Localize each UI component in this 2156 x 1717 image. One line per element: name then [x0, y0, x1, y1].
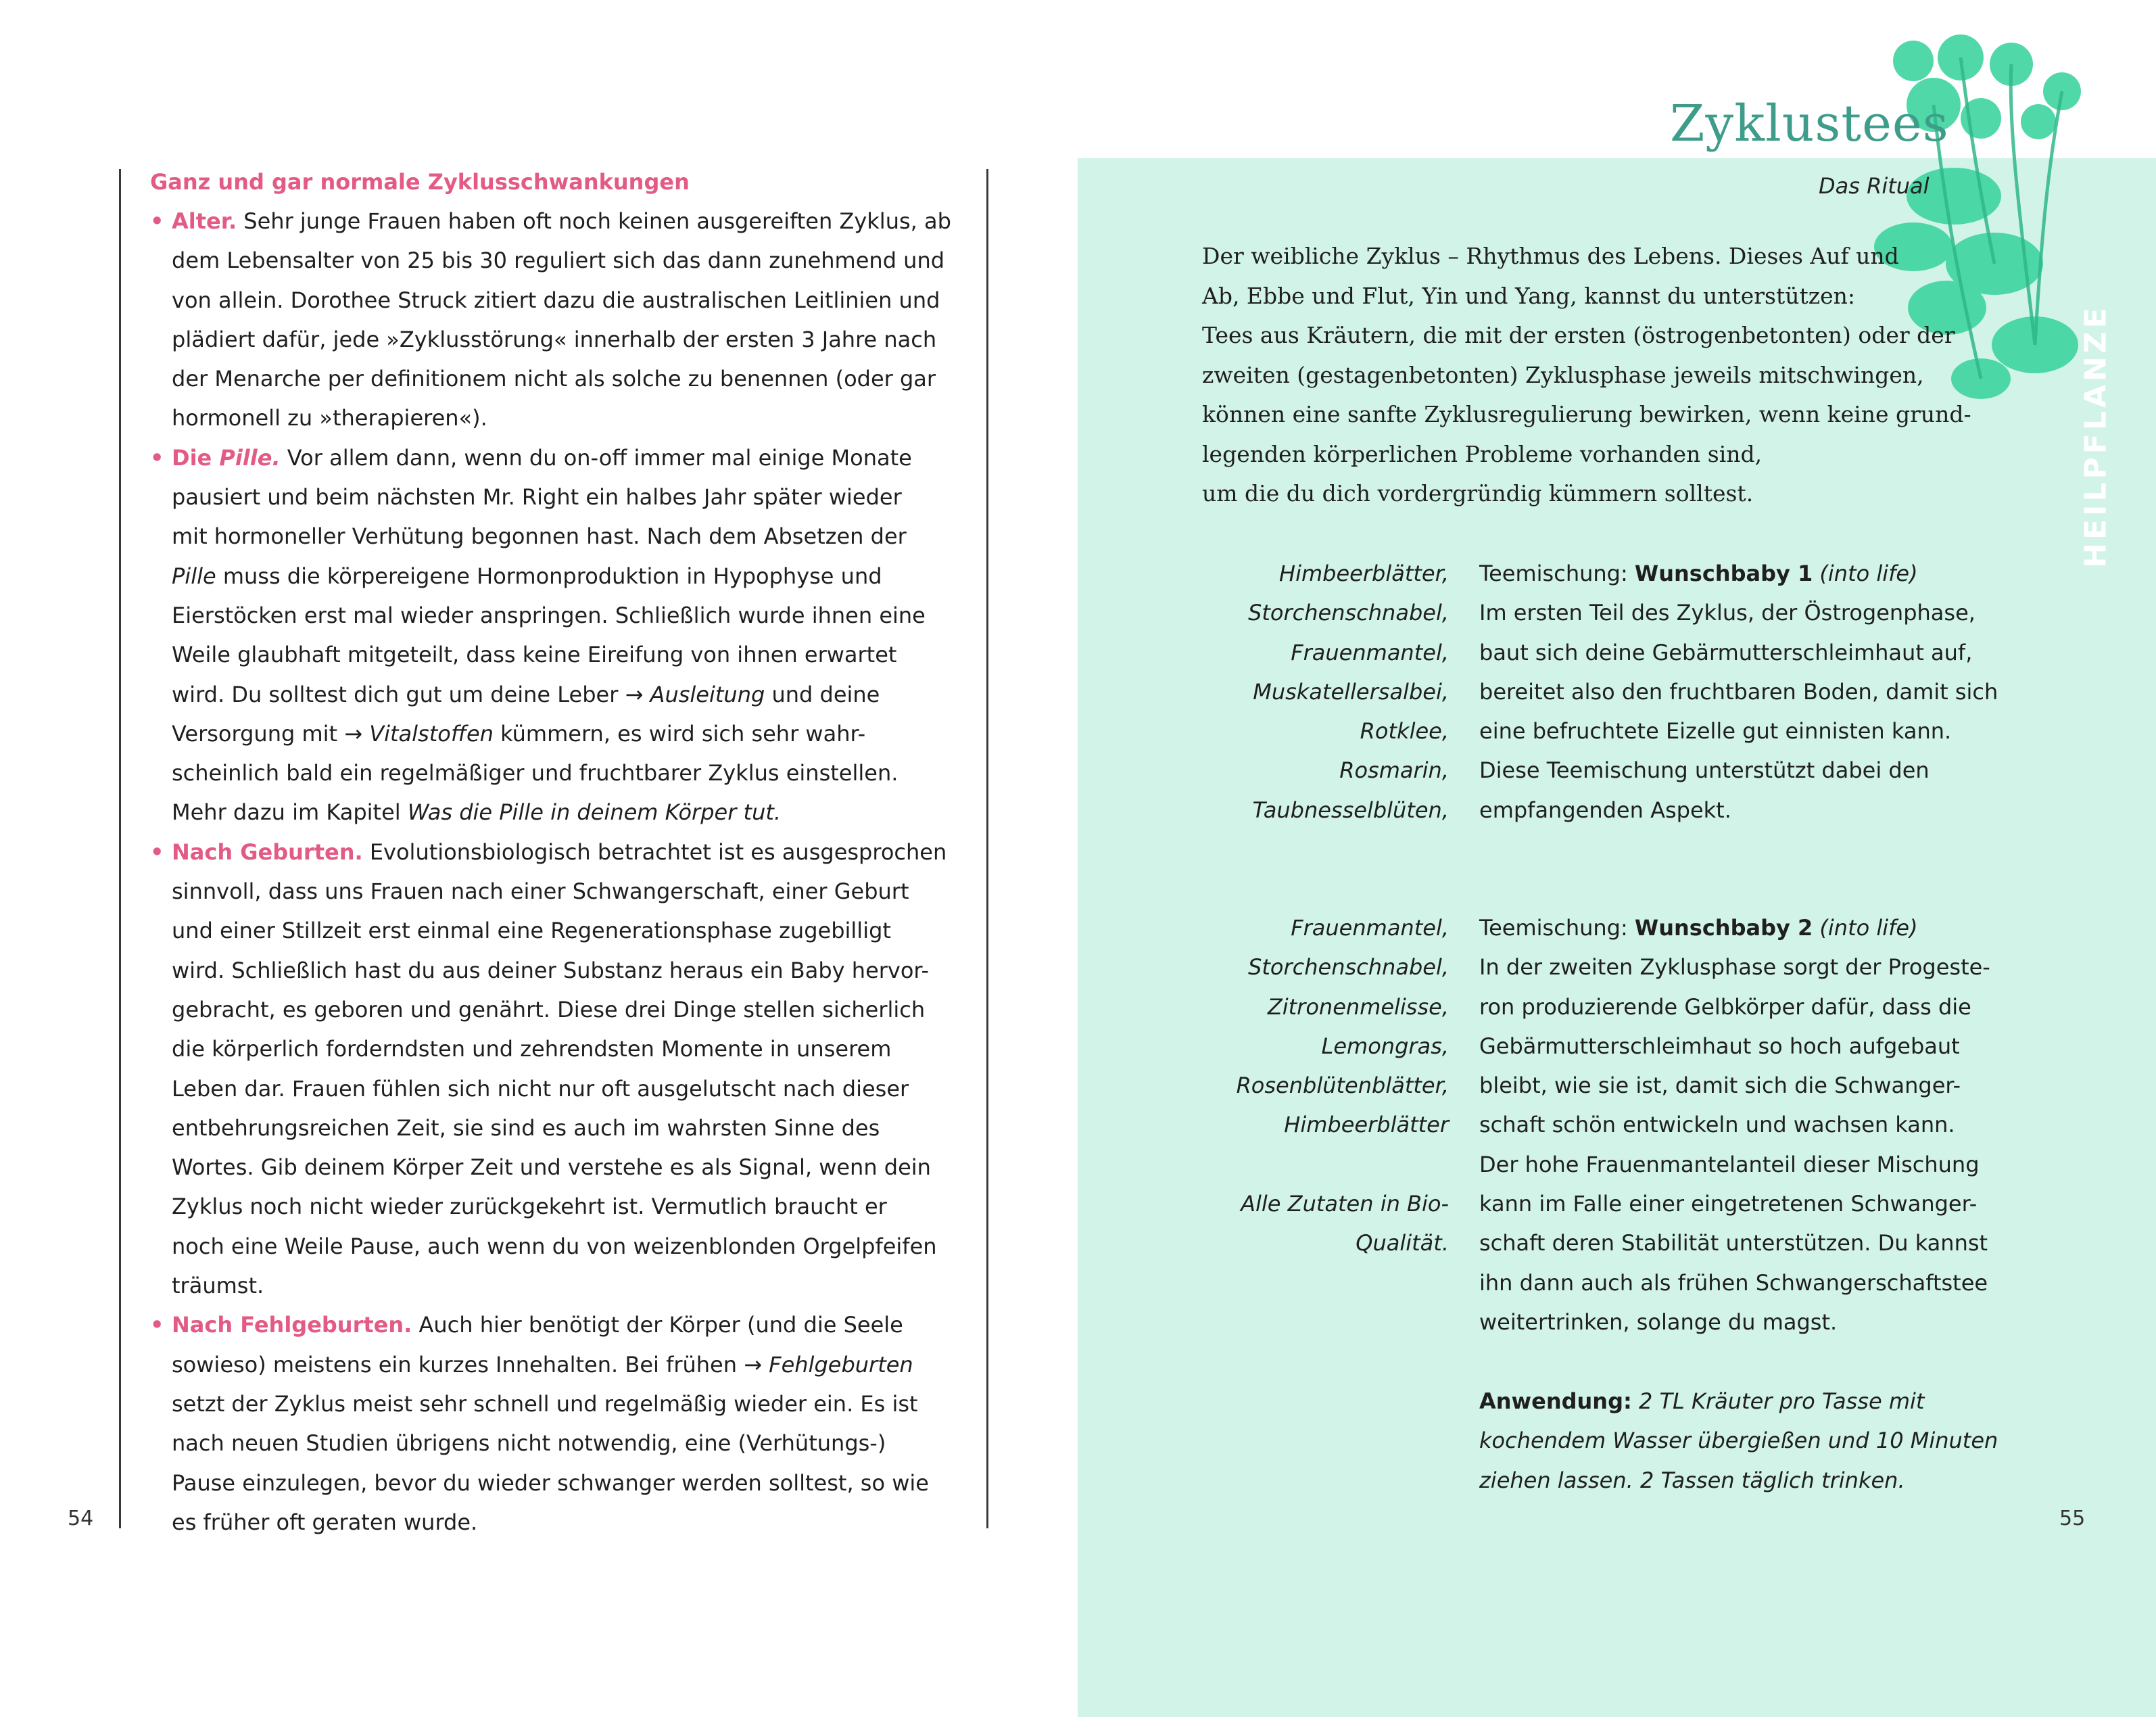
bullet-text: kümmern, es wird sich sehr wahr-: [493, 720, 866, 747]
bullet-lead: Nach Geburten.: [172, 839, 363, 865]
recipe-line: schaft deren Stabilität unterstützen. Du kannst: [1479, 1230, 1988, 1256]
bullet-line: [172, 793, 955, 832]
bullet-line: pausiert und beim nächsten Mr. Right ein halbes Jahr später wieder: [172, 484, 902, 511]
ingredient: Himbeerblätter,: [1279, 561, 1449, 586]
tea-1-recipe: [1479, 554, 2020, 830]
usage-label: Anwendung:: [1479, 1388, 1632, 1414]
ingredient: Frauenmantel,: [1291, 639, 1449, 665]
recipe-line: weitertrinken, solange du magst.: [1479, 1309, 1838, 1335]
chapter-reference: Was die Pille in deinem Körper tut.: [407, 799, 782, 826]
bullet-line: mit hormoneller Verhütung begonnen hast. Nach dem Absetzen der: [172, 523, 907, 550]
recipe-line: Der hohe Frauenmantelanteil dieser Mischung: [1479, 1151, 1980, 1177]
ingredient-spacer: [1237, 1145, 1449, 1184]
cross-reference-link[interactable]: Vitalstoffen: [362, 720, 494, 747]
bullet-text: Evolutionsbiologisch betrachtet ist es ausgesprochen: [362, 839, 947, 865]
tea-2-ingredients: [1237, 908, 1449, 1263]
recipe-label: Teemischung:: [1479, 915, 1635, 941]
tea-1-ingredients: [1248, 554, 1449, 830]
recipe-line: schaft schön entwickeln und wachsen kann.: [1479, 1112, 1955, 1138]
bullet-line: von allein. Dorothee Struck zitiert dazu die australischen Leitlinien und: [172, 287, 940, 313]
bullet-line: Weile glaubhaft mitgeteilt, dass keine Eireifung von ihnen erwartet: [172, 642, 897, 668]
recipe-line: ihn dann auch als frühen Schwangerschaftstee: [1479, 1269, 1988, 1296]
bullet-pill: [150, 438, 955, 832]
bullet-line: Wortes. Gib deinem Körper Zeit und verstehe es als Signal, wenn dein: [172, 1154, 931, 1181]
bullet-line: wird. Schließlich hast du aus deiner Substanz heraus ein Baby hervor-: [172, 957, 930, 983]
ingredient: Storchenschnabel,: [1248, 954, 1449, 981]
bullet-line: sinnvoll, dass uns Frauen nach einer Schwangerschaft, einer Geburt: [172, 878, 909, 905]
bullet-line: es früher oft geraten wurde.: [172, 1509, 478, 1535]
intro-line: zweiten (gestagenbetonten) Zyklusphase jeweils mitschwingen,: [1202, 361, 1924, 388]
bullet-line: [172, 1345, 955, 1384]
bullet-age: [150, 202, 955, 438]
bullet-line: [172, 557, 955, 596]
bullet-line: die körperlich forderndsten und zehrendsten Momente in unserem: [172, 1036, 892, 1062]
ingredient: Rosmarin,: [1339, 757, 1449, 784]
intro-line: um die du dich vordergründig kümmern solltest.: [1202, 480, 1754, 507]
page-number-left: 54: [68, 1507, 94, 1530]
bullet-line: nach neuen Studien übrigens nicht notwendig, eine (Verhütungs-): [172, 1430, 886, 1457]
ingredient: Taubnesselblüten,: [1252, 797, 1449, 823]
tea-2-recipe: [1479, 908, 2020, 1342]
bullet-line: Eierstöcken erst mal wieder anspringen. Schließlich wurde ihnen eine: [172, 602, 926, 628]
recipe-suffix: (into life): [1813, 915, 1918, 941]
recipe-suffix: (into life): [1813, 561, 1918, 586]
recipe-heading: [1479, 554, 2020, 593]
bullet-line: noch eine Weile Pause, auch wenn du von weizenblonden Orgelpfeifen: [172, 1233, 937, 1259]
bullet-line: und einer Stillzeit erst einmal eine Regenerationsphase zugebilligt: [172, 918, 891, 944]
recipe-line: ron produzierende Gelbkörper dafür, dass die: [1479, 993, 1971, 1020]
recipe-name: Wunschbaby 1: [1634, 561, 1813, 586]
bullet-line: entbehrungsreichen Zeit, sie sind es auch im wahrsten Sinne des: [172, 1114, 880, 1141]
bullet-line: der Menarche per definitionem nicht als solche zu benennen (oder gar: [172, 366, 936, 392]
intro-line: Ab, Ebbe und Flut, Yin und Yang, kannst du unterstützen:: [1202, 282, 1856, 309]
recipe-heading: [1479, 908, 2020, 947]
bullet-line: [172, 438, 955, 477]
ingredient: Muskatellersalbei,: [1253, 678, 1449, 705]
bullet-after-birth: [150, 832, 955, 1306]
usage-instructions: [1479, 1382, 2020, 1500]
bullet-line: [172, 832, 955, 872]
chapter-side-tab-label: HEILPFLANZE: [2078, 304, 2113, 568]
intro-line: legenden körperlichen Probleme vorhanden sind,: [1202, 440, 1763, 467]
usage-line: ziehen lassen. 2 Tassen täglich trinken.: [1479, 1467, 1905, 1493]
ingredient: Frauenmantel,: [1291, 915, 1449, 941]
bullet-lead: Alter.: [172, 208, 237, 234]
bullet-line: Pause einzulegen, bevor du wieder schwanger werden solltest, so wie: [172, 1469, 929, 1496]
usage-line: [1479, 1382, 2020, 1421]
recipe-line: Gebärmutterschleimhaut so hoch aufgebaut: [1479, 1033, 1960, 1059]
bullet-line: gebracht, es geboren und genährt. Diese drei Dinge stellen sicherlich: [172, 996, 926, 1022]
arrow-right-icon: →: [625, 681, 644, 707]
usage-line: kochendem Wasser übergießen und 10 Minuten: [1479, 1428, 1998, 1454]
intro-line: Der weibliche Zyklus – Rhythmus des Lebens. Dieses Auf und: [1202, 243, 1899, 269]
bullet-list: [150, 202, 955, 1542]
bullet-text: Auch hier benötigt der Körper (und die Seele: [412, 1312, 903, 1338]
ingredient: Rotklee,: [1360, 718, 1449, 745]
bullet-text: Versorgung mit: [172, 720, 345, 747]
bullet-text: Mehr dazu im Kapitel: [172, 799, 408, 826]
bullet-lead: [172, 445, 281, 471]
usage-text: 2 TL Kräuter pro Tasse mit: [1631, 1388, 1925, 1414]
recipe-line: baut sich deine Gebärmutterschleimhaut auf,: [1479, 639, 1973, 665]
bullet-line: Leben dar. Frauen fühlen sich nicht nur oft ausgelutscht nach dieser: [172, 1075, 909, 1102]
page-subtitle: Das Ritual: [1819, 173, 1930, 199]
bullet-text: muss die körpereigene Hormonproduktion in Hypophyse und: [216, 563, 882, 589]
bullet-text: Vor allem dann, wenn du on-off immer mal einige Monate: [280, 444, 912, 471]
bullet-line: scheinlich bald ein regelmäßiger und fruchtbarer Zyklus einstellen.: [172, 760, 899, 786]
ingredient: Zitronenmelisse,: [1267, 993, 1449, 1020]
arrow-right-icon: →: [344, 720, 363, 747]
bullet-lead-italic: Pille.: [219, 444, 281, 471]
bullet-lead-word: Die: [172, 444, 220, 471]
organic-note: Alle Zutaten in Bio-: [1241, 1191, 1449, 1217]
bullet-line: dem Lebensalter von 25 bis 30 reguliert sich das dann zunehmend und: [172, 248, 945, 274]
bullet-line: setzt der Zyklus meist sehr schnell und regelmäßig wieder ein. Es ist: [172, 1390, 918, 1417]
italic-term: Pille: [172, 563, 216, 589]
cross-reference-link[interactable]: Fehlgeburten: [762, 1351, 913, 1378]
bullet-line: [172, 202, 955, 241]
recipe-name: Wunschbaby 2: [1634, 915, 1813, 941]
bullet-line: plädiert dafür, jede »Zyklusstörung« innerhalb der ersten 3 Jahre nach: [172, 326, 937, 352]
bullet-line: [172, 1305, 955, 1344]
recipe-line: empfangenden Aspekt.: [1479, 797, 1731, 823]
ingredient: Rosenblütenblätter,: [1236, 1073, 1449, 1099]
page-number-right: 55: [2059, 1507, 2086, 1530]
column-rule: [986, 169, 988, 1528]
intro-paragraph: [1202, 237, 2000, 514]
recipe-line: Diese Teemischung unterstützt dabei den: [1479, 757, 1930, 784]
bullet-text: wird. Du solltest dich gut um deine Leber: [172, 681, 625, 707]
intro-line: Tees aus Kräutern, die mit der ersten (östrogenbetonten) oder der: [1202, 322, 1955, 348]
bullet-text: und deine: [765, 681, 880, 707]
bullet-after-miscarriage: [150, 1305, 955, 1542]
bullet-lead: Nach Fehlgeburten.: [172, 1312, 412, 1338]
recipe-line: In der zweiten Zyklusphase sorgt der Progeste-: [1479, 954, 1990, 981]
bullet-line: [172, 714, 955, 753]
bullet-line: hormonell zu »therapieren«).: [172, 405, 487, 431]
chapter-side-tab: [2072, 304, 2119, 568]
recipe-line: Im ersten Teil des Zyklus, der Östrogenphase,: [1479, 600, 1975, 626]
left-column: [150, 162, 955, 1542]
ingredient: Storchenschnabel,: [1248, 600, 1449, 626]
recipe-line: eine befruchtete Eizelle gut einnisten kann.: [1479, 718, 1952, 745]
left-margin-rule: [119, 169, 121, 1528]
arrow-right-icon: →: [744, 1351, 762, 1378]
bullet-text: Sehr junge Frauen haben oft noch keinen ausgereiften Zyklus, ab: [237, 208, 951, 234]
intro-line: können eine sanfte Zyklusregulierung bewirken, wenn keine grund-: [1202, 401, 1971, 427]
bullet-text: sowieso) meistens ein kurzes Innehalten. Bei frühen: [172, 1351, 744, 1378]
organic-note: Qualität.: [1356, 1230, 1449, 1256]
ingredient: Lemongras,: [1321, 1033, 1449, 1059]
recipe-label: Teemischung:: [1479, 561, 1635, 586]
section-title: Ganz und gar normale Zyklusschwankungen: [150, 169, 690, 195]
ingredient: Himbeerblätter: [1284, 1112, 1449, 1138]
bullet-line: träumst.: [172, 1273, 264, 1299]
recipe-line: kann im Falle einer eingetretenen Schwanger-: [1479, 1191, 1978, 1217]
cross-reference-link[interactable]: Ausleitung: [643, 681, 765, 707]
bullet-line: [172, 675, 955, 714]
recipe-line: bereitet also den fruchtbaren Boden, damit sich: [1479, 678, 1998, 705]
bullet-line: Zyklus noch nicht wieder zurückgekehrt ist. Vermutlich braucht er: [172, 1194, 887, 1220]
page-title: Zyklustees: [1670, 95, 1949, 153]
recipe-line: bleibt, wie sie ist, damit sich die Schwanger-: [1479, 1073, 1961, 1099]
